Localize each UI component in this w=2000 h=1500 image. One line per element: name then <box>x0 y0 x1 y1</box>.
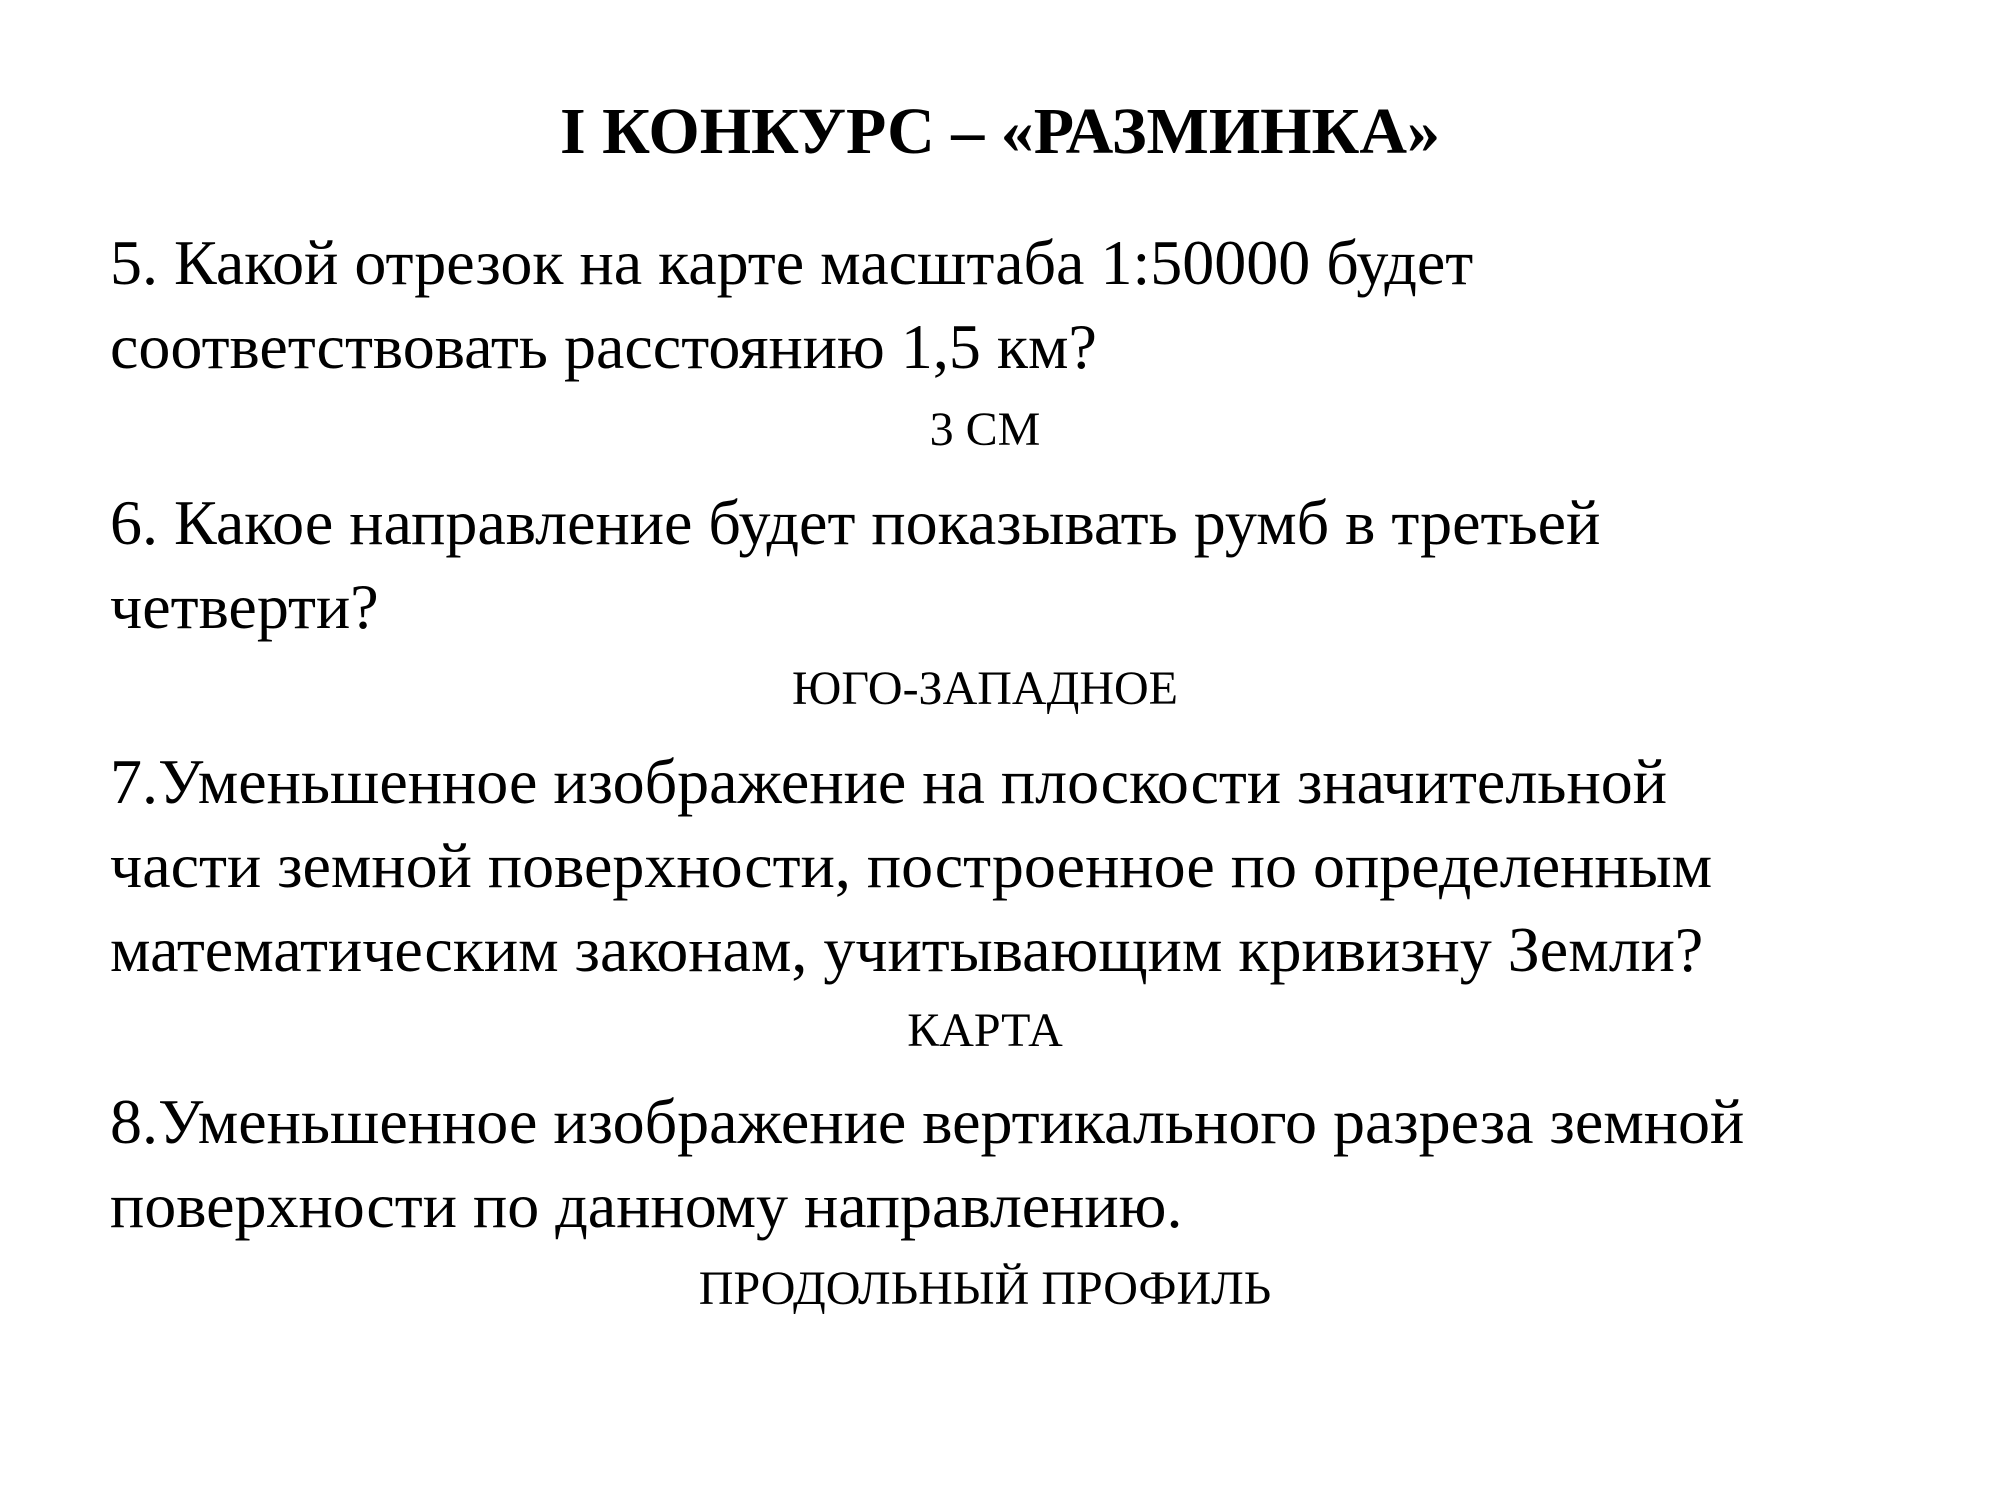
answer-6: ЮГО-ЗАПАДНОЕ <box>792 662 1178 715</box>
answer-7: КАРТА <box>907 1004 1063 1057</box>
question-5-line-2: соответствовать расстоянию 1,5 км? <box>110 311 1097 382</box>
question-8-line-2: поверхности по данному направлению. <box>110 1170 1183 1241</box>
question-6-line-2: четверти? <box>110 571 379 642</box>
question-5 <box>110 221 1910 389</box>
question-6-line-1: 6. Какое направление будет показывать румб в третьей <box>110 487 1601 558</box>
question-7-line-1: 7.Уменьшенное изображение на плоскости значительной <box>110 746 1667 817</box>
question-7-line-2: части земной поверхности, построенное по определенным <box>110 830 1713 901</box>
question-8 <box>110 1080 1910 1248</box>
question-5-line-1: 5. Какой отрезок на карте масштаба 1:50000 будет <box>110 227 1474 298</box>
question-6 <box>110 481 1910 649</box>
answer-8: ПРОДОЛЬНЫЙ ПРОФИЛЬ <box>698 1262 1272 1315</box>
question-7 <box>110 740 1910 992</box>
question-8-line-1: 8.Уменьшенное изображение вертикального разреза земной <box>110 1086 1745 1157</box>
answer-5: 3 СМ <box>929 403 1041 456</box>
question-7-line-3: математическим законам, учитывающим кривизну Земли? <box>110 914 1704 985</box>
slide-title: I КОНКУРС – «РАЗМИНКА» <box>559 95 1441 168</box>
